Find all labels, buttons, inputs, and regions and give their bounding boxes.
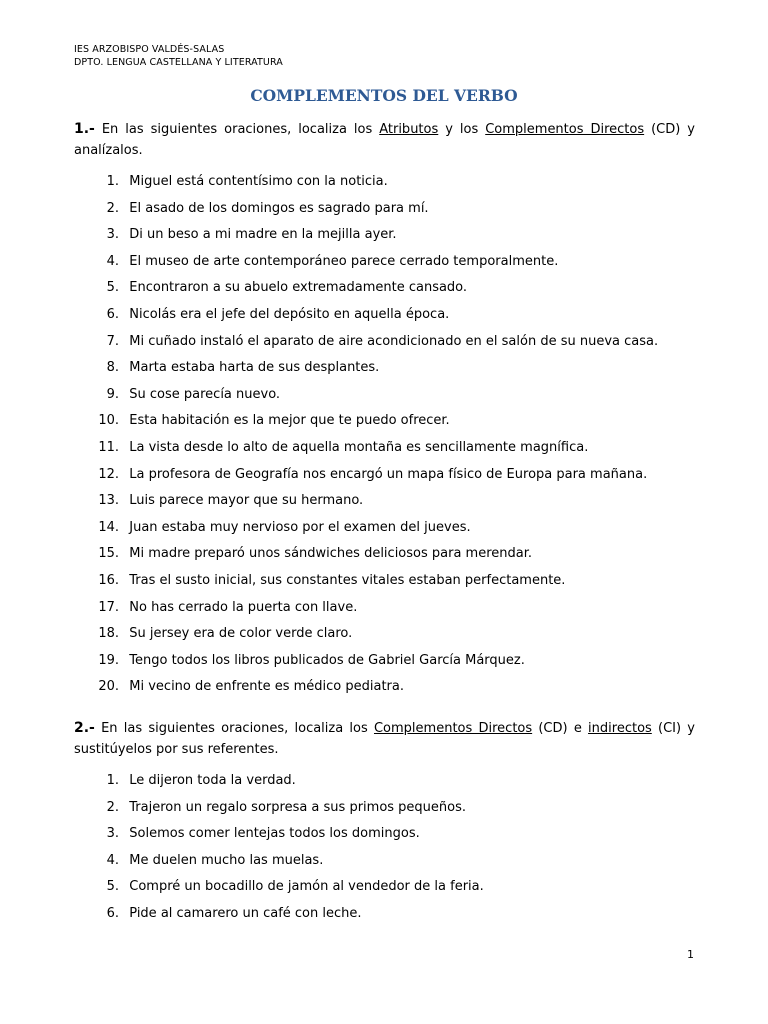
sentence-text: Solemos comer lentejas todos los domingos. xyxy=(129,826,420,842)
sentence-item xyxy=(74,648,658,675)
sentence-text: Mi madre preparó unos sándwiches deliciosos para merendar. xyxy=(129,546,533,562)
item-number: 20. xyxy=(98,679,119,695)
sentence-text: Me duelen mucho las muelas. xyxy=(129,852,324,868)
instruction-text: En las siguientes oraciones, localiza los xyxy=(94,721,374,736)
sentence-item xyxy=(74,329,658,356)
sentence-text: Esta habitación es la mejor que te puedo ofrecer. xyxy=(129,413,450,429)
item-number: 1. xyxy=(106,174,119,189)
item-number: 17. xyxy=(98,599,119,615)
exercise-1-instructions xyxy=(74,119,695,161)
sentence-item xyxy=(74,382,658,409)
sentence-text: Mi vecino de enfrente es médico pediatra. xyxy=(129,679,405,695)
sentence-item xyxy=(74,621,658,648)
sentence-item xyxy=(74,768,484,795)
sentence-item xyxy=(74,488,658,515)
item-number: 4. xyxy=(106,253,119,269)
instruction-term: Complementos Directos xyxy=(485,122,645,137)
instruction-text: (CD) e xyxy=(532,721,589,736)
item-number: 4. xyxy=(106,852,119,868)
sentence-item xyxy=(74,541,658,568)
sentence-text: Miguel está contentísimo con la noticia. xyxy=(129,174,388,189)
sentence-text: El asado de los domingos es sagrado para mí. xyxy=(129,200,429,216)
sentence-text: Tras el susto inicial, sus constantes vitales estaban perfectamente. xyxy=(129,572,566,588)
school-name: IES ARZOBISPO VALDÉS-SALAS xyxy=(74,44,225,55)
item-number: 13. xyxy=(98,493,119,509)
sentence-item xyxy=(74,901,484,928)
sentence-text: Compré un bocadillo de jamón al vendedor de la feria. xyxy=(129,879,484,895)
sentence-item xyxy=(74,435,658,462)
instruction-text: En las siguientes oraciones, localiza los xyxy=(94,122,380,137)
sentence-text: Trajeron un regalo sorpresa a sus primos pequeños. xyxy=(129,799,467,815)
sentence-item xyxy=(74,275,658,302)
sentence-item xyxy=(74,568,658,595)
sentence-item xyxy=(74,462,658,489)
sentence-text: Tengo todos los libros publicados de Gabriel García Márquez. xyxy=(129,652,525,668)
page-number: 1 xyxy=(687,948,694,961)
item-number: 14. xyxy=(98,519,119,535)
sentence-text: Encontraron a su abuelo extremadamente cansado. xyxy=(129,280,468,296)
sentence-text: La vista desde lo alto de aquella montaña es sencillamente magnífica. xyxy=(129,439,589,455)
exercise-2-instructions xyxy=(74,718,695,760)
instruction-term: Atributos xyxy=(379,122,439,137)
instruction-text: (CI) y sustitúyelos por sus referentes. xyxy=(74,721,695,757)
sentence-text: Pide al camarero un café con leche. xyxy=(129,905,362,921)
exercise-2-sentence-list xyxy=(74,768,484,928)
item-number: 15. xyxy=(98,546,119,562)
sentence-item xyxy=(74,795,484,822)
sentence-item xyxy=(74,355,658,382)
sentence-text: Nicolás era el jefe del depósito en aquella época. xyxy=(129,306,450,322)
item-number: 5. xyxy=(106,280,119,296)
instruction-text: (CD) y analízalos. xyxy=(74,122,695,158)
item-number: 6. xyxy=(106,905,119,921)
item-number: 1. xyxy=(106,773,119,788)
sentence-text: Marta estaba harta de sus desplantes. xyxy=(129,360,380,376)
page-title: COMPLEMENTOS DEL VERBO xyxy=(250,86,518,105)
document-header xyxy=(74,43,283,69)
exercise-1-number: 1.- xyxy=(74,121,95,137)
sentence-item xyxy=(74,595,658,622)
item-number: 11. xyxy=(98,439,119,455)
sentence-text: Su jersey era de color verde claro. xyxy=(129,626,353,642)
instruction-term: Complementos Directos xyxy=(373,721,533,736)
item-number: 6. xyxy=(106,306,119,322)
sentence-item xyxy=(74,249,658,276)
sentence-item xyxy=(74,821,484,848)
sentence-item xyxy=(74,196,658,223)
sentence-text: Di un beso a mi madre en la mejilla ayer. xyxy=(129,227,397,243)
sentence-item xyxy=(74,515,658,542)
department-name: DPTO. LENGUA CASTELLANA Y LITERATURA xyxy=(74,57,283,68)
item-number: 3. xyxy=(106,227,119,243)
exercise-1-sentence-list xyxy=(74,169,658,701)
sentence-text: Su cose parecía nuevo. xyxy=(129,386,281,402)
sentence-text: Juan estaba muy nervioso por el examen del jueves. xyxy=(129,519,471,535)
item-number: 19. xyxy=(98,652,119,668)
sentence-item xyxy=(74,169,658,196)
item-number: 16. xyxy=(98,572,119,588)
sentence-text: No has cerrado la puerta con llave. xyxy=(129,599,358,615)
item-number: 10. xyxy=(98,413,119,429)
item-number: 2. xyxy=(106,200,119,216)
sentence-item xyxy=(74,874,484,901)
item-number: 12. xyxy=(98,466,119,482)
instruction-text: y los xyxy=(438,122,486,137)
item-number: 9. xyxy=(106,386,119,402)
sentence-item xyxy=(74,408,658,435)
sentence-item xyxy=(74,674,658,701)
item-number: 18. xyxy=(98,626,119,642)
instruction-term: indirectos xyxy=(588,721,652,736)
item-number: 2. xyxy=(106,799,119,815)
sentence-text: La profesora de Geografía nos encargó un mapa físico de Europa para mañana. xyxy=(129,466,648,482)
item-number: 8. xyxy=(106,360,119,376)
sentence-text: El museo de arte contemporáneo parece cerrado temporalmente. xyxy=(129,253,559,269)
sentence-item xyxy=(74,222,658,249)
sentence-text: Luis parece mayor que su hermano. xyxy=(129,493,364,509)
item-number: 5. xyxy=(106,879,119,895)
sentence-text: Le dijeron toda la verdad. xyxy=(129,773,296,788)
sentence-text: Mi cuñado instaló el aparato de aire acondicionado en el salón de su nueva casa. xyxy=(129,333,659,349)
sentence-item xyxy=(74,848,484,875)
sentence-item xyxy=(74,302,658,329)
item-number: 3. xyxy=(106,826,119,842)
exercise-2-number: 2.- xyxy=(74,720,95,736)
item-number: 7. xyxy=(106,333,119,349)
